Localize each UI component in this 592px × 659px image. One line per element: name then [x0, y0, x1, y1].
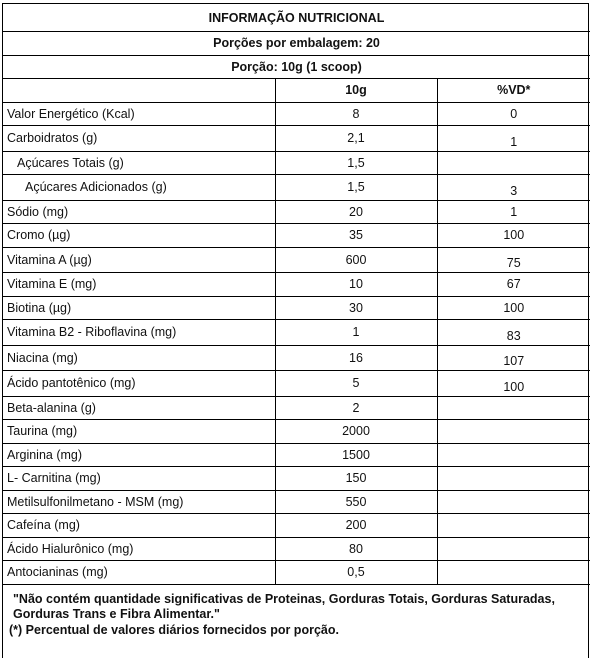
title-row: [3, 4, 590, 32]
nutrient-name: Arginina (mg): [3, 443, 275, 467]
table-row: [3, 273, 590, 297]
nutrient-daily-value: 83: [437, 320, 590, 346]
table-row: [3, 296, 590, 320]
table-row: [3, 102, 590, 126]
nutrient-amount: 1: [275, 320, 437, 346]
table-row: [3, 224, 590, 248]
nutrient-name: Ácido pantotênico (mg): [3, 371, 275, 397]
nutrient-name: Carboidratos (g): [3, 126, 275, 152]
nutrient-name: Taurina (mg): [3, 420, 275, 444]
nutrient-amount: 1500: [275, 443, 437, 467]
nutrient-daily-value: [437, 514, 590, 538]
nutrient-amount: 20: [275, 200, 437, 224]
nutrient-amount: 600: [275, 247, 437, 273]
table-row: [3, 345, 590, 371]
nutrient-daily-value: 0: [437, 102, 590, 126]
nutrient-daily-value: 1: [437, 200, 590, 224]
table-row: [3, 320, 590, 346]
nutrient-amount: 2: [275, 396, 437, 420]
nutrient-name: L- Carnitina (mg): [3, 467, 275, 491]
column-header-name: [3, 79, 275, 103]
table-row: [3, 490, 590, 514]
nutrient-name: Vitamina A (µg): [3, 247, 275, 273]
nutrient-name: Ácido Hialurônico (mg): [3, 537, 275, 561]
nutrient-daily-value: [437, 443, 590, 467]
nutrient-daily-value: 75: [437, 247, 590, 273]
serving-size-row: [3, 55, 590, 79]
nutrient-daily-value: 1: [437, 126, 590, 152]
footnote-daily-values: (*) Percentual de valores diários fornecidos por porção.: [9, 622, 339, 637]
nutrient-daily-value: [437, 467, 590, 491]
table-title: INFORMAÇÃO NUTRICIONAL: [3, 4, 590, 32]
table-row: [3, 467, 590, 491]
column-header-vd: %VD*: [437, 79, 590, 103]
nutrient-daily-value: 3: [437, 175, 590, 201]
nutrient-daily-value: 100: [437, 371, 590, 397]
nutrient-daily-value: 100: [437, 224, 590, 248]
nutrient-name: Valor Energético (Kcal): [3, 102, 275, 126]
nutrient-amount: 8: [275, 102, 437, 126]
table-row: [3, 514, 590, 538]
nutrient-amount: 80: [275, 537, 437, 561]
nutrient-name: Metilsulfonilmetano - MSM (mg): [3, 490, 275, 514]
nutrient-daily-value: 67: [437, 273, 590, 297]
nutrient-amount: 1,5: [275, 175, 437, 201]
table-row: [3, 443, 590, 467]
table-row: [3, 175, 590, 201]
nutrient-amount: 30: [275, 296, 437, 320]
nutrient-name: Cromo (µg): [3, 224, 275, 248]
table-row: [3, 561, 590, 585]
table-row: [3, 247, 590, 273]
column-header-amount: 10g: [275, 79, 437, 103]
nutrient-amount: 10: [275, 273, 437, 297]
nutrition-table: [3, 4, 590, 585]
nutrient-name: Niacina (mg): [3, 345, 275, 371]
nutrient-amount: 16: [275, 345, 437, 371]
footnotes: [3, 585, 588, 639]
nutrient-amount: 35: [275, 224, 437, 248]
nutrient-name: Cafeína (mg): [3, 514, 275, 538]
nutrient-amount: 5: [275, 371, 437, 397]
nutrient-amount: 200: [275, 514, 437, 538]
servings-row: [3, 32, 590, 56]
nutrient-name: Vitamina E (mg): [3, 273, 275, 297]
table-row: [3, 396, 590, 420]
nutrient-name: Sódio (mg): [3, 200, 275, 224]
table-row: [3, 200, 590, 224]
nutrient-amount: 2000: [275, 420, 437, 444]
nutrient-daily-value: [437, 420, 590, 444]
servings-per-package: Porções por embalagem: 20: [3, 32, 590, 56]
nutrient-daily-value: 100: [437, 296, 590, 320]
nutrient-daily-value: [437, 396, 590, 420]
nutrient-name: Vitamina B2 - Riboflavina (mg): [3, 320, 275, 346]
nutrient-amount: 2,1: [275, 126, 437, 152]
column-header-row: [3, 79, 590, 103]
nutrient-daily-value: [437, 151, 590, 175]
nutrient-name: Beta-alanina (g): [3, 396, 275, 420]
nutrient-daily-value: [437, 537, 590, 561]
table-row: [3, 537, 590, 561]
nutrient-name: Biotina (µg): [3, 296, 275, 320]
table-row: [3, 151, 590, 175]
nutrition-facts-panel: [2, 3, 589, 658]
nutrient-name: Açúcares Adicionados (g): [3, 175, 275, 201]
nutrient-amount: 0,5: [275, 561, 437, 585]
nutrient-daily-value: [437, 490, 590, 514]
nutrient-name: Antocianinas (mg): [3, 561, 275, 585]
nutrient-amount: 150: [275, 467, 437, 491]
table-row: [3, 420, 590, 444]
nutrient-daily-value: 107: [437, 345, 590, 371]
table-row: [3, 126, 590, 152]
nutrient-name: Açúcares Totais (g): [3, 151, 275, 175]
footnote-not-significant: "Não contém quantidade significativas de Proteinas, Gorduras Totais, Gorduras Saturadas, Gorduras Trans e Fibra Alimentar.": [13, 591, 555, 621]
nutrient-daily-value: [437, 561, 590, 585]
nutrient-amount: 550: [275, 490, 437, 514]
serving-size: Porção: 10g (1 scoop): [3, 55, 590, 79]
nutrient-amount: 1,5: [275, 151, 437, 175]
table-row: [3, 371, 590, 397]
